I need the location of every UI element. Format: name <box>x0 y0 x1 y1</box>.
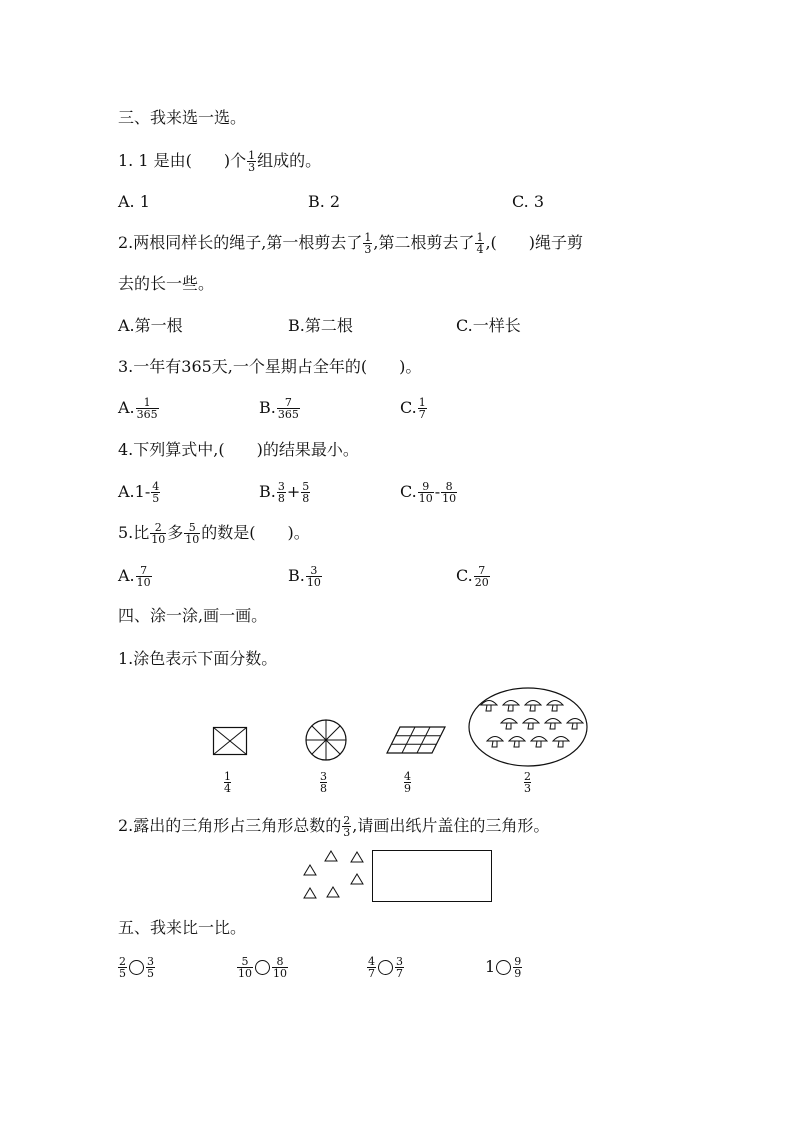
mushroom-icon <box>487 737 503 742</box>
mushroom-stem <box>492 741 497 747</box>
mushroom-stem <box>536 741 541 747</box>
q1-option-b[interactable]: B. 2 <box>308 192 341 211</box>
q5-option-c[interactable]: C. $\frac{7}{20}$ <box>456 564 489 589</box>
mushroom-stem <box>508 705 513 711</box>
parallelogram-grid-figure[interactable] <box>387 726 447 754</box>
mushroom-stem <box>552 705 557 711</box>
mushroom-icon <box>547 701 563 706</box>
compare-item-1: $\frac{2}{5}$ $\frac{3}{5}$ <box>119 955 154 980</box>
mushroom-stem <box>530 705 535 711</box>
mushroom-stem <box>486 705 491 711</box>
q3-stem: 3.一年有365天,一个星期占全年的( )。 <box>118 357 422 376</box>
compare-circle[interactable] <box>129 960 144 975</box>
mushroom-icon <box>545 719 561 724</box>
mushroom-icon <box>531 737 547 742</box>
mushroom-icon <box>509 737 525 742</box>
mushroom-icon <box>501 719 517 724</box>
mushroom-icon <box>553 737 569 742</box>
mushroom-icons <box>481 701 583 748</box>
q1-stem: 1. 1 是由( )个 $\frac{1}{3}$ 组成的。 <box>118 149 322 174</box>
mushroom-stem <box>528 723 533 729</box>
q1-option-a[interactable]: A. 1 <box>118 192 150 211</box>
mushroom-stem <box>514 741 519 747</box>
q4-stem: 4.下列算式中,( )的结果最小。 <box>118 440 359 459</box>
q2-option-b[interactable]: B.第二根 <box>288 316 353 335</box>
section5-title: 五、我来比一比。 <box>118 918 247 937</box>
caption-fraction-1: 1 4 <box>224 770 231 795</box>
fraction: $\frac{1}{3}$ <box>248 149 256 174</box>
mushroom-icon <box>525 701 541 706</box>
compare-item-4: 1 $\frac{9}{9}$ <box>485 955 522 980</box>
section3-title: 三、我来选一选。 <box>118 108 247 127</box>
q2-stem: 2.两根同样长的绳子,第一根剪去了 $\frac{1}{3}$ ,第二根剪去了 $\frac{1}{4}$ ,( )绳子剪 <box>118 231 584 256</box>
q3-option-b[interactable]: B. $\frac{7}{365}$ <box>259 396 299 421</box>
q3-option-a[interactable]: A. $\frac{1}{365}$ <box>118 396 158 421</box>
mushroom-stem <box>550 723 555 729</box>
square-diagonals-figure[interactable] <box>213 727 247 755</box>
q5-option-a[interactable]: A. $\frac{7}{10}$ <box>118 564 151 589</box>
fraction: $\frac{1}{4}$ <box>476 231 484 256</box>
q4-option-c[interactable]: C. $\frac{9}{10}$ - $\frac{8}{10}$ <box>400 480 457 505</box>
caption-fraction-4: 2 3 <box>524 770 531 795</box>
fraction: $\frac{1}{3}$ <box>364 231 372 256</box>
compare-item-3: $\frac{4}{7}$ $\frac{3}{7}$ <box>368 955 403 980</box>
s4-q2-stem: 2.露出的三角形占三角形总数的 $\frac{2}{3}$ ,请画出纸片盖住的三角形。 <box>118 814 550 839</box>
section4-title: 四、涂一涂,画一画。 <box>118 606 268 625</box>
q2-option-c[interactable]: C.一样长 <box>456 316 521 335</box>
q1-option-c[interactable]: C. 3 <box>512 192 545 211</box>
q2-option-a[interactable]: A.第一根 <box>118 316 183 335</box>
triangles-figure <box>300 850 370 902</box>
compare-circle[interactable] <box>255 960 270 975</box>
q4-option-b[interactable]: B. $\frac{3}{8}$ + $\frac{5}{8}$ <box>259 480 310 505</box>
caption-fraction-2: 3 8 <box>320 770 327 795</box>
circle-eighths-figure[interactable] <box>305 719 347 761</box>
mushroom-icon <box>503 701 519 706</box>
mushroom-stem <box>506 723 511 729</box>
compare-circle[interactable] <box>496 960 511 975</box>
q4-option-a[interactable]: A.1- $\frac{4}{5}$ <box>118 480 160 505</box>
mushroom-ellipse-figure[interactable] <box>468 687 588 767</box>
caption-fraction-3: 4 9 <box>404 770 411 795</box>
mushroom-stem <box>558 741 563 747</box>
compare-item-2: $\frac{5}{10}$ $\frac{8}{10}$ <box>238 955 287 980</box>
q5-stem: 5.比 $\frac{2}{10}$ 多 $\frac{5}{10}$ 的数是( )。 <box>118 521 310 546</box>
q3-option-c[interactable]: C. $\frac{1}{7}$ <box>400 396 426 421</box>
q2-stem-line2: 去的长一些。 <box>118 274 215 293</box>
paper-card-drawing-area[interactable] <box>372 850 492 902</box>
mushroom-stem <box>572 723 577 729</box>
q5-option-b[interactable]: B. $\frac{3}{10}$ <box>288 564 321 589</box>
mushroom-icon <box>523 719 539 724</box>
s4-q1-stem: 1.涂色表示下面分数。 <box>118 649 278 668</box>
compare-circle[interactable] <box>378 960 393 975</box>
mushroom-icon <box>567 719 583 724</box>
